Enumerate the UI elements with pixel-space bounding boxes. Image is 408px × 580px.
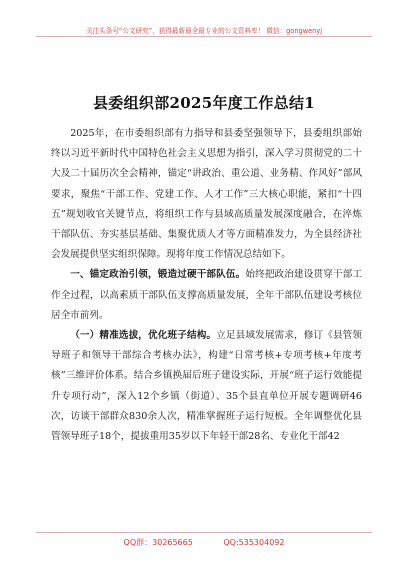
document-title: 县委组织部2025年度工作总结1 [93,94,315,112]
document-body [51,124,362,447]
section-1-text: 始终把政治建设贯穿干部工作全过程，以高素质干部队伍支撑高质量发展，全年干部队伍建设考核位居全市前列。 [51,269,363,321]
subsection-1-paragraph [51,326,362,447]
footer-divider [36,532,372,533]
section-1-heading: 一、锚定政治引领，锻造过硬干部队伍。 [70,269,246,281]
subsection-1-text: 立足县域发展需求，修订《县管领导班子和领导干部综合考核办法》，构建“日常考核+专项考核+年度考核”三维评价体系。结合乡镇换届后班子建设实际，开展“班子运行效能提升专项行动”，深入12个乡镇（街道）、35个县直单位开展专题调研46次，访谈干部群众830余人次，精准掌握班子运行短板。全年调整优化县管领导班子18个，提拔重用35岁以下年轻干部28名、专业化干部42 [51,330,363,443]
footer-qq-group: QQ群：30265665 [123,538,193,547]
footer [0,537,408,548]
intro-paragraph: 2025年，在市委组织部有力指导和县委坚强领导下，县委组织部始终以习近平新时代中国特色社会主义思想为指引，深入学习贯彻党的二十大及二十届历次全会精神，锚定“讲政治、重公道、业务精、作风好”部风要求，聚焦“干部工作、党建工作、人才工作”三大核心职能，紧扣“十四五”规划收官关键节点，将组织工作与县域高质量发展深度融合，在淬炼干部队伍、夯实基层基础、集聚优质人才等方面精准发力，为全县经济社会发展提供坚实组织保障。现将年度工作情况总结如下。 [51,128,362,261]
header-divider [36,36,372,37]
footer-qq: QQ:535304092 [223,538,285,547]
header-notice: 关注头条号“公文研究”，获得最新最全最专业的公文资料库！ 微信：gongwenyj [85,27,323,35]
subsection-1-heading: （一）精准选拔，优化班子结构。 [70,330,217,342]
section-1-paragraph [51,265,362,326]
